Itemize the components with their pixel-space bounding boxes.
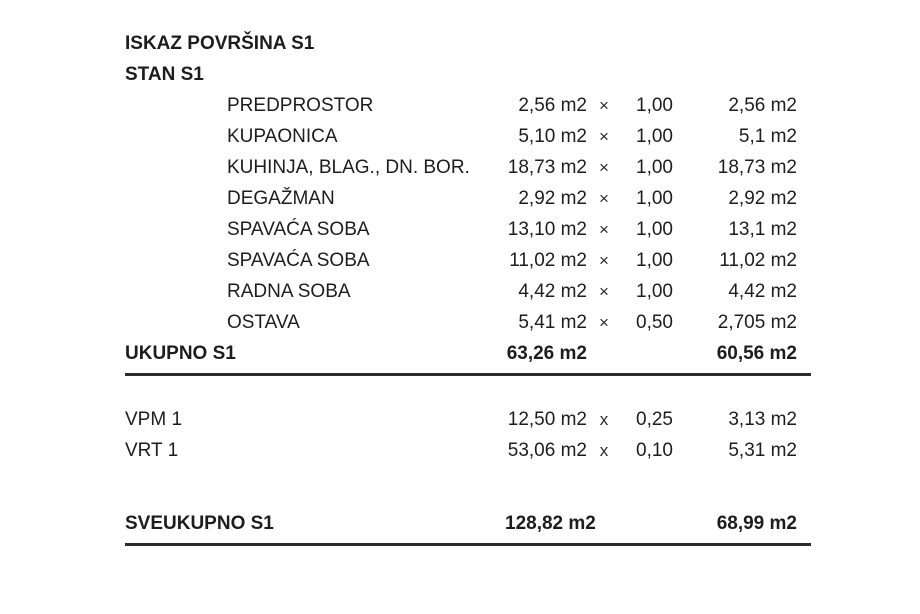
room-area: 5,10 m2 bbox=[518, 126, 587, 147]
grand-total-row bbox=[125, 508, 811, 539]
extra-row bbox=[125, 435, 811, 466]
room-result: 2,92 m2 bbox=[728, 188, 797, 209]
coefficient: 1,00 bbox=[636, 188, 673, 209]
coefficient: 1,00 bbox=[636, 157, 673, 178]
room-area: 13,10 m2 bbox=[507, 219, 587, 240]
multiply-operator: × bbox=[599, 251, 609, 270]
room-row bbox=[125, 307, 811, 338]
multiply-operator: × bbox=[599, 189, 609, 208]
room-area: 18,73 m2 bbox=[507, 157, 587, 178]
grand-total-area: 128,82 m2 bbox=[505, 513, 596, 534]
room-area: 2,56 m2 bbox=[518, 95, 587, 116]
room-row bbox=[125, 152, 811, 183]
coefficient: 0,10 bbox=[636, 440, 673, 461]
multiply-operator: × bbox=[599, 313, 609, 332]
room-result: 2,56 m2 bbox=[728, 95, 797, 116]
room-name: SPAVAĆA SOBA bbox=[227, 219, 370, 240]
room-name: OSTAVA bbox=[227, 312, 300, 333]
room-row bbox=[125, 276, 811, 307]
room-name: KUPAONICA bbox=[227, 126, 338, 147]
multiply-operator: x bbox=[599, 441, 609, 460]
extra-area: 12,50 m2 bbox=[507, 409, 587, 430]
extra-area: 53,06 m2 bbox=[507, 440, 587, 461]
room-name: RADNA SOBA bbox=[227, 281, 351, 302]
coefficient: 1,00 bbox=[636, 95, 673, 116]
coefficient: 1,00 bbox=[636, 219, 673, 240]
room-result: 18,73 m2 bbox=[717, 157, 797, 178]
multiply-operator: × bbox=[599, 220, 609, 239]
room-result: 13,1 m2 bbox=[728, 219, 797, 240]
apartment-heading-row bbox=[125, 59, 811, 90]
subtotal-area: 63,26 m2 bbox=[506, 343, 587, 364]
multiply-operator: × bbox=[599, 96, 609, 115]
coefficient: 0,50 bbox=[636, 312, 673, 333]
coefficient: 0,25 bbox=[636, 409, 673, 430]
room-name: KUHINJA, BLAG., DN. BOR. bbox=[227, 157, 470, 178]
room-row bbox=[125, 90, 811, 121]
area-statement-document bbox=[125, 0, 811, 546]
multiply-operator: × bbox=[599, 127, 609, 146]
room-name: DEGAŽMAN bbox=[227, 188, 335, 209]
grand-total-rule bbox=[125, 543, 811, 546]
coefficient: 1,00 bbox=[636, 250, 673, 271]
room-row bbox=[125, 214, 811, 245]
extra-name: VRT 1 bbox=[125, 440, 179, 461]
subtotal-row bbox=[125, 338, 811, 369]
room-name: SPAVAĆA SOBA bbox=[227, 250, 370, 271]
grand-total-label: SVEUKUPNO S1 bbox=[125, 513, 274, 534]
subtotal-label: UKUPNO S1 bbox=[125, 343, 236, 364]
room-row bbox=[125, 183, 811, 214]
rooms-table bbox=[125, 90, 811, 338]
room-area: 5,41 m2 bbox=[518, 312, 587, 333]
room-row bbox=[125, 245, 811, 276]
apartment-heading: STAN S1 bbox=[125, 64, 204, 85]
room-result: 11,02 m2 bbox=[719, 250, 797, 271]
room-result: 2,705 m2 bbox=[717, 312, 797, 333]
room-area: 4,42 m2 bbox=[518, 281, 587, 302]
room-result: 4,42 m2 bbox=[728, 281, 797, 302]
coefficient: 1,00 bbox=[636, 281, 673, 302]
extra-result: 3,13 m2 bbox=[728, 409, 797, 430]
subtotal-rule bbox=[125, 373, 811, 376]
room-name: PREDPROSTOR bbox=[227, 95, 374, 116]
subtotal-result: 60,56 m2 bbox=[716, 343, 797, 364]
room-area: 2,92 m2 bbox=[518, 188, 587, 209]
room-result: 5,1 m2 bbox=[738, 126, 797, 147]
multiply-operator: × bbox=[599, 158, 609, 177]
extra-row bbox=[125, 404, 811, 435]
multiply-operator: × bbox=[599, 282, 609, 301]
room-area: 11,02 m2 bbox=[509, 250, 587, 271]
extras-table bbox=[125, 404, 811, 466]
document-title-row bbox=[125, 28, 811, 59]
extra-result: 5,31 m2 bbox=[728, 440, 797, 461]
grand-total-result: 68,99 m2 bbox=[716, 513, 797, 534]
extra-name: VPM 1 bbox=[125, 409, 183, 430]
coefficient: 1,00 bbox=[636, 126, 673, 147]
multiply-operator: x bbox=[599, 410, 609, 429]
document-title: ISKAZ POVRŠINA S1 bbox=[125, 33, 315, 54]
room-row bbox=[125, 121, 811, 152]
